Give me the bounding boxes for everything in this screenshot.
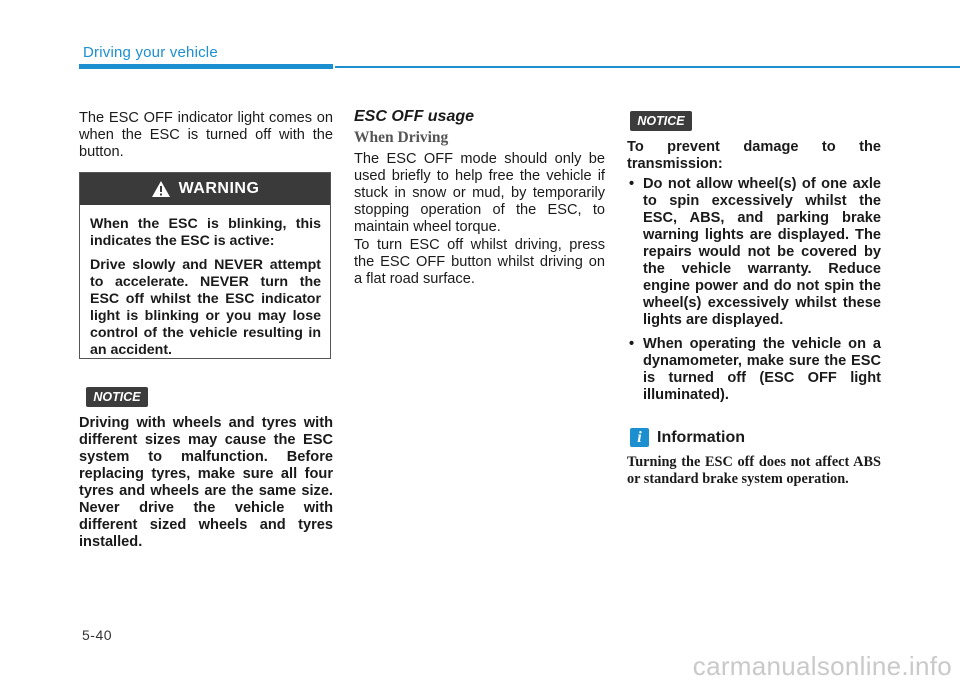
- bullet-dot-icon: •: [629, 176, 635, 192]
- warning-header: [80, 173, 330, 205]
- notice-tag-left: NOTICE: [86, 387, 148, 407]
- notice-bullet-list: [627, 176, 881, 411]
- warning-paragraph-2: Drive slowly and NEVER attempt to accelerate. NEVER turn the ESC off whilst the ESC indicator light is blinking or you may lose control of the vehicle resulting in an accident.: [90, 257, 321, 358]
- page-number: 5-40: [82, 627, 113, 643]
- warning-body: [80, 205, 330, 359]
- header-rule-thin: [335, 66, 960, 68]
- esc-usage-paragraph-1: The ESC OFF mode should only be used briefly to help free the vehicle if stuck in snow or mud, by temporarily stopping operation of the ESC, to maintain wheel torque.: [354, 151, 605, 235]
- list-item: • When operating the vehicle on a dynamometer, make sure the ESC is turned off (ESC OFF light illuminated).: [629, 336, 881, 403]
- information-title: Information: [657, 428, 745, 446]
- esc-usage-paragraph-2: To turn ESC off whilst driving, press the ESC OFF button whilst driving on a flat road surface.: [354, 237, 605, 287]
- section-title: Driving your vehicle: [83, 44, 218, 61]
- when-driving-subheading: When Driving: [354, 129, 449, 146]
- warning-paragraph-1: When the ESC is blinking, this indicates the ESC is active:: [90, 216, 321, 249]
- intro-paragraph: The ESC OFF indicator light comes on when the ESC is turned off with the button.: [79, 110, 333, 160]
- notice-text-left: Driving with wheels and tyres with different sizes may cause the ESC system to malfunction. Before replacing tyres, make sure all four tyres and wheels are the same size. Never drive the vehicle with different sized wheels and tyres installed.: [79, 415, 333, 550]
- warning-label: WARNING: [178, 180, 260, 197]
- information-heading: [630, 428, 745, 447]
- warning-box: [79, 172, 331, 359]
- info-icon: i: [630, 428, 649, 447]
- watermark: carmanualsonline.info: [692, 651, 952, 681]
- header-rule-thick: [79, 64, 333, 69]
- notice-intro-right: To prevent damage to the transmission:: [627, 139, 881, 172]
- notice-tag-right: NOTICE: [630, 111, 692, 131]
- bullet-dot-icon: •: [629, 336, 635, 352]
- information-text: Turning the ESC off does not affect ABS or standard brake system operation.: [627, 454, 881, 487]
- esc-off-usage-heading: ESC OFF usage: [354, 108, 475, 125]
- list-item: • Do not allow wheel(s) of one axle to spin excessively whilst the ESC, ABS, and parking brake warning lights are displayed. The repairs would not be covered by the vehicle warranty. Reduce engine power and do not spin the wheel(s) excessively whilst these lights are displayed.: [629, 176, 881, 328]
- warning-triangle-icon: [151, 180, 171, 198]
